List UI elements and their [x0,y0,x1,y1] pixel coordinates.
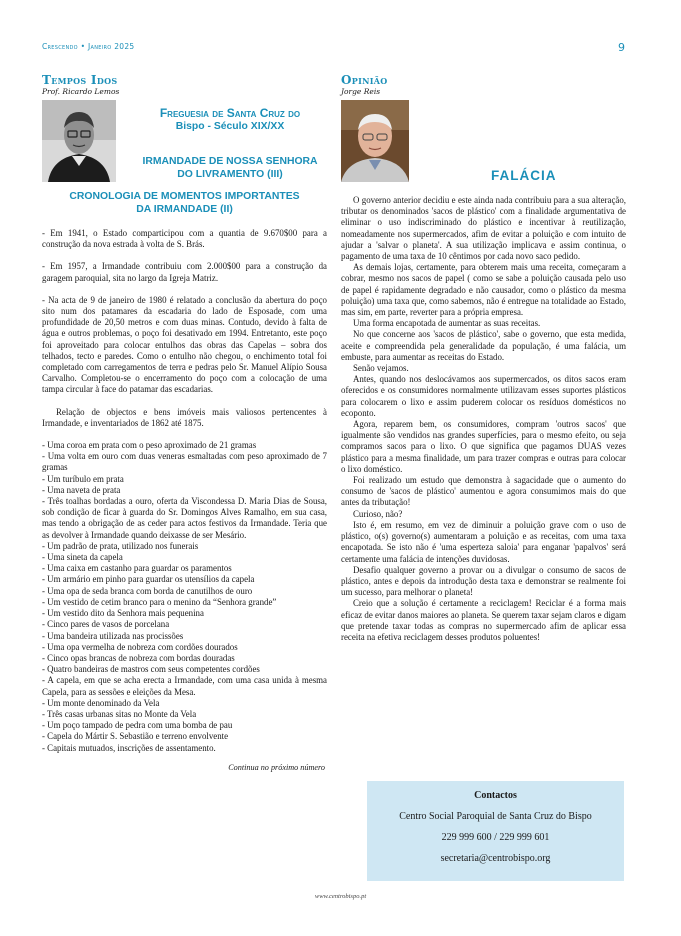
inventory-item: - Um armário em pinho para guardar os utensílios da capela [42,574,255,585]
subtitle-line-2: DO LIVRAMENTO (III) [177,169,283,180]
inventory-item: - A capela, em que se acha erecta a Irmandade, com uma casa unida à mesma Capela, para as sessões e eleições da Mesa. [42,675,327,697]
inventory-item: - Um monte denominado da Vela [42,697,160,708]
section-title-tempos-idos: Tempos Idos [42,73,118,87]
continua-note: Continua no próximo número [228,762,325,772]
page-number: 9 [618,41,625,54]
inventory-item: - Um turíbulo em prata [42,473,124,484]
inventory-item: - Três casas urbanas sitas no Monte da Vela [42,708,197,719]
inventory-item: - Um poço tampado de pedra com uma bomba de pau [42,720,233,731]
inventory-item: - Cinco opas brancas de nobreza com bordas douradas [42,652,235,663]
title-line-2: Bispo - Século XIX/XX [175,121,285,132]
inventory-item: - Capela do Mártir S. Sebastião e terreno envolvente [42,731,229,742]
contacts-title: Contactos [474,790,517,801]
opinion-paragraph: Uma forma encapotada de aumentar as suas receitas. [353,318,541,329]
author-photo-ricardo-lemos [42,100,116,182]
left-body [42,228,327,773]
paragraph-relacao: Relação de objectos e bens imóveis mais valiosos pertencentes à Irmandade, e inventariados de 1862 até 1875. [42,406,327,428]
opinion-paragraph: O governo anterior decidiu e este ainda nada contribuiu para a sua alteração, tributar os denominados 'sacos de plástico' com a finalidade argumentativa de eliminar o uso indiscriminado do plástico e incentivar à reutilização, nomeadamente nos supermercados, afim de evitar a poluição e com intuito de ajudar a 'salvar o planeta'. A sua utilização implicava e assim continua, o pagamento de uma taxa de 10 cêntimos por cada novo saco pedido. [341,195,626,262]
title-line-1: Freguesia de Santa Cruz do [159,106,301,120]
right-body [341,195,626,643]
cronologia-line-1: CRONOLOGIA DE MOMENTOS IMPORTANTES [69,191,300,202]
paragraph-1957: - Em 1957, a Irmandade contribuiu com 2.000$00 para a construção da garagem paroquial, sita no largo da Igreja Matriz. [42,261,327,283]
article-title [130,107,330,133]
opinion-paragraph: Foi realizado um estudo que demonstra à sagacidade que o aumento do consumo de 'sacos de plástico' aumentou e agora consumimos mais do que antes da tributação! [341,475,626,508]
opinion-paragraph: Isto é, em resumo, em vez de diminuir a poluição grave com o uso de plástico, o(s) governo(s) aumentaram a poluição e as receitas, com uma taxa encapotada. Se isto não é 'uma esperteza saloia' para enganar 'papalvos' será certamente uma falácia de intenções duvidosas. [341,519,626,564]
inventory-item: - Uma bandeira utilizada nas procissões [42,630,184,641]
inventory-item: - Capitais mutuados, inscrições de assentamento. [42,742,216,753]
inventory-item: - Uma caixa em castanho para guardar os paramentos [42,563,232,574]
footer-url[interactable]: www.centrobispo.pt [314,893,367,900]
inventory-item: - Uma volta em ouro com duas veneras esmaltadas com peso aproximado de 7 gramas [42,451,327,473]
section-title-opiniao: Opinião [341,73,388,87]
issue-label: Crescendo • Janeiro 2025 [42,42,135,51]
inventory-item: - Uma naveta de prata [42,484,121,495]
author-photo-jorge-reis [341,100,409,182]
inventory-item: - Três toalhas bordadas a ouro, oferta da Viscondessa D. Maria Dias de Sousa, sob condição de ficar à guarda do Sr. Domingos Alves Ramalho, em sua casa, mas tendo a obrigação de as ceder para actos festivos da Irmandade. Teria que as devolver à Irmandade quando deixasse de ser Mesário. [42,496,327,540]
contacts-box [367,781,624,881]
opinion-paragraph: Agora, reparem bem, os consumidores, compram 'outros sacos' que igualmente são vendidos nas grandes superfícies, para o mesmo efeito, ou seja compramos sacos para o lixo. O que significa que pagamos DUAS vezes plástico para a mesma finalidade, um para trazer compras e outras para colocar o lixo doméstico. [341,419,626,474]
inventory-item: - Cinco pares de vasos de porcelana [42,619,170,630]
opinion-paragraph: Creio que a solução é certamente a reciclagem! Reciclar é a forma mais eficaz de evitar danos maiores ao planeta. Se querem taxar sejam claros e digam que pretende taxar todas as compras no supermercado afim de aplicar essa receita na efetiva reciclagem desses produtos poluentes! [341,598,626,642]
cronologia-heading [42,190,327,216]
left-column [42,73,327,773]
inventory-item: - Quatro bandeiras de mastros com seus competentes cordões [42,664,260,675]
contacts-org: Centro Social Paroquial de Santa Cruz do Bispo [399,811,592,822]
contacts-phones: 229 999 600 / 229 999 601 [441,832,550,843]
inventory-item: - Um padrão de prata, utilizado nos funerais [42,540,199,551]
cronologia-line-2: DA IRMANDADE (II) [136,204,233,215]
inventory-item: - Uma opa de seda branca com borda de canutilhos de ouro [42,585,253,596]
author-right: Jorge Reis [341,87,381,96]
inventory-item: - Um vestido de cetim branco para o menino da “Senhora grande” [42,596,277,607]
opinion-paragraph: Antes, quando nos deslocávamos aos supermercados, os ditos sacos eram oferecidos e os consumidores normalmente utilizavam esses suportes plásticos para colocarem o lixo e assim puderem colocar os resíduos domésticos no ecoponto. [341,374,626,418]
opinion-paragraph: Curioso, não? [353,508,403,519]
inventory-list [42,440,327,754]
opinion-title: FALÁCIA [491,168,557,183]
contacts-email[interactable]: secretaria@centrobispo.org [440,853,551,864]
inventory-item: - Um vestido dito da Senhora mais pequenina [42,608,204,619]
subtitle-line-1: IRMANDADE DE NOSSA SENHORA [142,156,318,167]
paragraph-1941: - Em 1941, o Estado comparticipou com a quantia de 9.670$00 para a construção da nova estrada à volta de S. Brás. [42,228,327,250]
right-column [341,73,626,773]
opinion-paragraph: Senão vejamos. [353,363,409,374]
article-subtitle [130,155,330,181]
inventory-item: - Uma coroa em prata com o peso aproximado de 21 gramas [42,440,257,451]
opinion-paragraph: Desafio qualquer governo a provar ou a divulgar o consumo de sacos de plástico, antes e depois da introdução desta taxa e demonstrar se realmente foi um sucesso, para melhorar o planeta! [341,564,626,598]
paragraph-1980: - Na acta de 9 de janeiro de 1980 é relatado a conclusão da abertura do poço sito num dos patamares da escadaria do lado de Esposade, com uma profundidade de 20,50 metros e com duas minas. Contudo, devido à falta de água e outros problemas, o poço foi desativado em 1994. Entretanto, este poço foi aproveitado para colocar entulhos das obras das Capelas – sobra dos telhados, tecto e paredes. Como o entulho não chegou, o enchimento total foi completado com carregamentos de terra e pedras pelo Sr. Manuel Alípio Sousa Carvalho. Completou-se o encerramento do poço com a colocação de uma tampa circular à face do patamar das escadarias. [42,294,327,395]
inventory-item: - Uma sineta da capela [42,552,123,563]
opinion-paragraph: No que concerne aos 'sacos de plástico', sabe o governo, que esta medida, aceite e compreendida pela generalidade da população, é uma falácia, um embuste, para aumentar as receitas do Estado. [341,329,626,362]
author-left: Prof. Ricardo Lemos [42,87,120,96]
inventory-item: - Uma opa vermelha de nobreza com cordões dourados [42,641,238,652]
opinion-paragraph: As demais lojas, certamente, para obterem mais uma receita, começaram a cobrar, mesmo nos sacos de papel ( como se sabe a poluição causada pelo uso de papel é rapidamente degradado e não causador, como o plástico da mesma poluição) uma taxa que, como sabemos, não é entregue na totalidade ao Estado, mas sim, em parte, reverter para a própria empresa. [341,262,626,318]
